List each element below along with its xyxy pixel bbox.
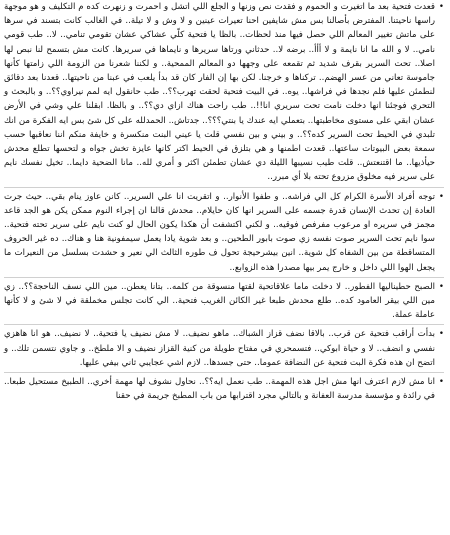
- paragraph-text: انا مش لازم اعترف انها مش اجل هذه المهمة.. طب نعمل ايه؟؟.. نحاول نشوف لها مهمة أخري.. الطبيخ مستحيل طبعا.. في رائدة و مؤسسة مدرسة العفانة و بالتالي مجرد اقترابها من باب المطبخ جريمة في حقنا: [4, 377, 435, 402]
- paragraph: [4, 190, 444, 275]
- paragraph: [4, 280, 444, 323]
- paragraph-divider: [4, 324, 444, 325]
- paragraph-text: بدأت أراقب فتحية عن قرب.. بالاقا نضف قزاز الشباك.. ماهو نضيف.. لا مش نضيف يا فتحية.. لا نضيف.. هو انا هاهزي نفسي و انضف.. لا و حياة ابوكي.. فتسمحري في مفتاح طويلة من كنية القزاز نضيف و الا ملطخ.. و جاوي نتسمن تلك.. و اتضح ان هذه فكرة البت فتحية عن النضافة عموما.. حتى جسدها.. لازم اشي عجايبي ثاني بيفي عليها.: [4, 329, 435, 368]
- paragraph-text: توجه أفراد الأسرة الكرام كل الي فراشه.. و طفوا الأنوار.. و اتقريت انا علي السرير.. كانن عاوز ينام بقي.. حيث جرت العادة إن تحدث الإنسان قدرة جسمه على السرير انها كان حايلام.. محدش قالنا ان إجراء النوم ممكن يكن هو الجد قاعد مجمز في سريره او مرعوب مفرفص فوقيه.. و لكني اكتشفت أن هكذا يكون الحال لو كنت نايم على سرير تحته فتحية.. سوا نايم تحت السرير صوت نفسه زي صوت بابور الطحين.. و بعد شوية يادا يعمل سيمفونية هنا و هناك.. ده غير الحروف المتساقطة من بين الشفاه كل شوية.. انين بيشرحيجة تحول ف طوره الثالث الي نعير و حشدت بسلسل من النعيرات ما يجعل الهوا اللي داخل و خارج يمر بيها مصدرا هذه الزوابع..: [4, 191, 435, 273]
- paragraph: [4, 0, 444, 185]
- bullet-marker: •: [438, 2, 444, 12]
- paragraph: [4, 327, 444, 370]
- paragraph: [4, 375, 444, 403]
- paragraph-divider: [4, 277, 444, 278]
- paragraph-text: الصبح حطيناليها الفطور.. لا دخلت ماما علاقاتحية لقتها منسوقة من كلمه.. بتانا يعطن.. مين اللي نسف الناحجة؟؟.. زي مين اللي بيقر العامود كده.. طلع محدش طبعا غير الكائن الغريب فتحية.. الي كانت تجلس مخملقة في لا شئ و لا كأنها عاملة عملة.: [4, 281, 435, 321]
- bullet-marker: •: [438, 191, 444, 202]
- bullet-marker: •: [438, 329, 444, 340]
- bullet-marker: •: [438, 377, 444, 388]
- paragraph-list: [4, 0, 444, 403]
- paragraph-text: قعدت فتحية بعد ما اتغيرت و الحموم و فقدت نص وزنها و الجلع اللي اتشل و احمرت و زنهرت كده م التكليف و هو موجهة راسها ناحيتنا. المفترض بأصالنا بس مش شايفين احنا تعيرات عينين و لا وش و لا تيلة.. في الغالب كانت بتسند في سرها على ماتش تغيير المعالم اللي حصل فيها منذ لحظات.. بالظا يا فتحية كلّي عشاكي عشان تقومي تنامي.. لا.. طب قومي نامي.. لا و الله ما انا نايمة و لا أأأ.. برضه لا.. حدثاني ورتاها سريرها و نايماها في سريرها. كانت مش بتسمح لنا نبص لها اصلا.. تحت السرير بقرف شديد ثم تقمعه على وجهها دو المعالم الممحية.. و لكننا شعرنا من الزومة اللي زامتها كأنها جاموسة تعاني من عسر الهضم.. تركناها و خرجنا. لكن بها إن الفار كان قد بدأ يلعب في عبنا من ناحيتها.. قعدنا بعد دقائق لنطمئن عليها فلم نجدها في فراشها.. يوه.. في البيت فتحية لحقت تهرب؟؟.. طب حانقول ايه لمم نيراوي؟؟.. و بالبحث و التحري فوجئنا انها دخلت نامت تحت سريري انا!!.. طب راحت هناك ازاي دي؟؟.. و بالظا. ابقلنا علي وشي في الأرض عشان ابقي على مستوى مخاطبتها.. بتعملي ايه عندك يا بنتي؟؟؟.. جدتاش.. الحمدلله على كل شئ بس ايه الفكرة من انك تلبدي في الحيط تحت السرير كده؟؟.. و بيني و بين نفسي قلت يا عيني البنت منكسرة و خايفة منكم اننا نعاقبها حسب سمعة بعض البيوتات ساعتها.. قعدت اطمنها و هي بتلزق في الحيط اكتر كانها عايزة تخش جواه و لتحسها تطلع محدش حيأذيها.. ما اقتنعتش.. قلت طيب نسيبها الليلة دي عشان تطمئن اكثر و أمري لله.. مانا الضحية دايما.. تخيل نفسك نايم على سرير فيه مخلوق مزروع تحته بلا أي مبرر..: [4, 2, 435, 183]
- paragraph-divider: [4, 372, 444, 373]
- bullet-marker: •: [438, 281, 444, 292]
- paragraph-divider: [4, 187, 444, 188]
